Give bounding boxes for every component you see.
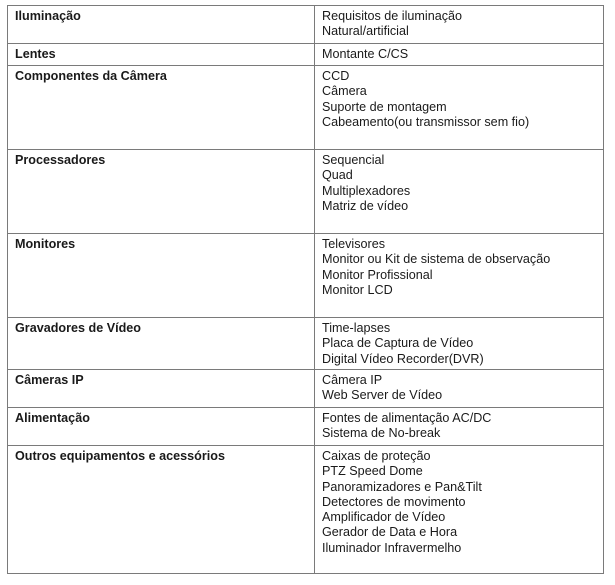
table-row xyxy=(8,370,604,408)
equipment-table xyxy=(7,5,604,574)
item-text: Digital Vídeo Recorder(DVR) xyxy=(322,351,484,366)
item-text: Suporte de montagem xyxy=(322,99,447,114)
category-cell: Outros equipamentos e acessórios xyxy=(8,446,315,574)
items-cell xyxy=(315,446,604,574)
item-text: Monitor LCD xyxy=(322,282,393,297)
table-row xyxy=(8,408,604,446)
item-text: Panoramizadores e Pan&Tilt xyxy=(322,479,482,494)
table-row xyxy=(8,446,604,574)
items-cell xyxy=(315,44,604,66)
category-cell: Componentes da Câmera xyxy=(8,66,315,150)
item-text: Natural/artificial xyxy=(322,24,409,39)
item-text: Requisitos de iluminação xyxy=(322,9,463,23)
item-text: Detectores de movimento xyxy=(322,494,466,509)
item-text: Quad xyxy=(322,168,353,183)
item-text: PTZ Speed Dome xyxy=(322,464,423,479)
item-text: Cabeamento(ou transmissor sem fio) xyxy=(322,114,530,129)
items-cell xyxy=(315,6,604,44)
items-cell xyxy=(315,318,604,370)
item-text: Amplificador de Vídeo xyxy=(322,510,446,525)
category-cell: Gravadores de Vídeo xyxy=(8,318,315,370)
category-cell: Alimentação xyxy=(8,408,315,446)
item-text: Matriz de vídeo xyxy=(322,198,409,213)
item-text: CCD xyxy=(322,69,350,83)
item-text: Montante C/CS xyxy=(322,47,409,61)
items-cell xyxy=(315,150,604,234)
items-cell xyxy=(315,408,604,446)
category-cell: Monitores xyxy=(8,234,315,318)
category-cell: Iluminação xyxy=(8,6,315,44)
category-cell: Lentes xyxy=(8,44,315,66)
item-text: Televisores xyxy=(322,237,385,251)
item-text: Web Server de Vídeo xyxy=(322,388,443,403)
item-text: Sequencial xyxy=(322,153,385,167)
item-text: Monitor ou Kit de sistema de observação xyxy=(322,252,551,267)
item-text: Sistema de No-break xyxy=(322,426,441,441)
table-row xyxy=(8,44,604,66)
item-text: Placa de Captura de Vídeo xyxy=(322,336,474,351)
item-text: Caixas de proteção xyxy=(322,449,431,463)
item-text: Fontes de alimentação AC/DC xyxy=(322,411,492,425)
table-row xyxy=(8,6,604,44)
table-row xyxy=(8,66,604,150)
item-text: Time-lapses xyxy=(322,321,391,335)
item-text: Monitor Profissional xyxy=(322,267,433,282)
table-row xyxy=(8,150,604,234)
item-text: Câmera IP xyxy=(322,373,383,387)
category-cell: Processadores xyxy=(8,150,315,234)
items-cell xyxy=(315,234,604,318)
items-cell xyxy=(315,66,604,150)
item-text: Iluminador Infravermelho xyxy=(322,540,462,555)
table-row xyxy=(8,234,604,318)
item-text: Multiplexadores xyxy=(322,183,411,198)
category-cell: Câmeras IP xyxy=(8,370,315,408)
items-cell xyxy=(315,370,604,408)
table-row xyxy=(8,318,604,370)
item-text: Câmera xyxy=(322,84,367,99)
item-text: Gerador de Data e Hora xyxy=(322,525,458,540)
